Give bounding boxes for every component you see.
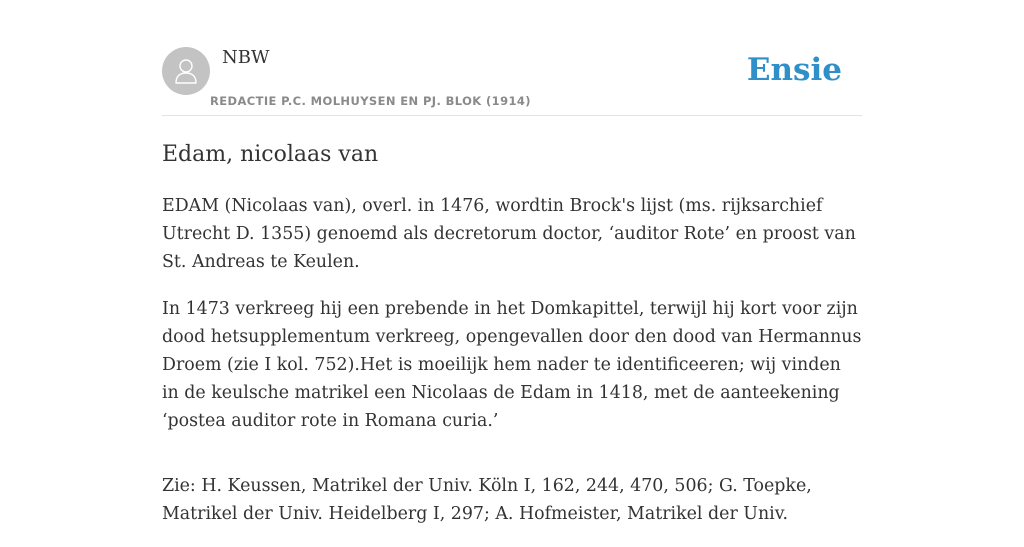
article-references: Zie: H. Keussen, Matrikel der Univ. Köln I, 162, 244, 470, 506; G. Toepke, Matrikel der Univ. Heidelberg I, 297; A. Hofmeister, Matrikel der Univ. xyxy=(162,476,812,524)
article-paragraph: In 1473 verkreeg hij een prebende in het Domkapittel, terwijl hij kort voor zijn dood hetsupplementum verkreeg, opengevallen door den dood van Hermannus Droem (zie I kol. 752).Het is moeilijk hem nader te identificeeren; wij vinden in de keulsche matrikel een Nicolaas de Edam in 1418, met de aanteekening ‘postea auditor rote in Romana curia.’ xyxy=(162,299,862,431)
user-icon xyxy=(173,57,199,85)
article-header xyxy=(162,46,862,116)
author-name[interactable]: NBW xyxy=(222,47,270,68)
article-body xyxy=(162,192,862,547)
site-logo[interactable]: Ensie xyxy=(746,52,842,88)
editor-byline: REDACTIE P.C. MOLHUYSEN EN PJ. BLOK (1914) xyxy=(210,94,531,108)
article-paragraph: EDAM (Nicolaas van), overl. in 1476, wordtin Brock's lijst (ms. rijksarchief Utrecht D. 1355) genoemd als decretorum doctor, ‘auditor Rote’ en proost van St. Andreas te Keulen. xyxy=(162,196,856,272)
article-title: Edam, nicolaas van xyxy=(162,142,379,167)
author-avatar[interactable] xyxy=(162,47,210,95)
